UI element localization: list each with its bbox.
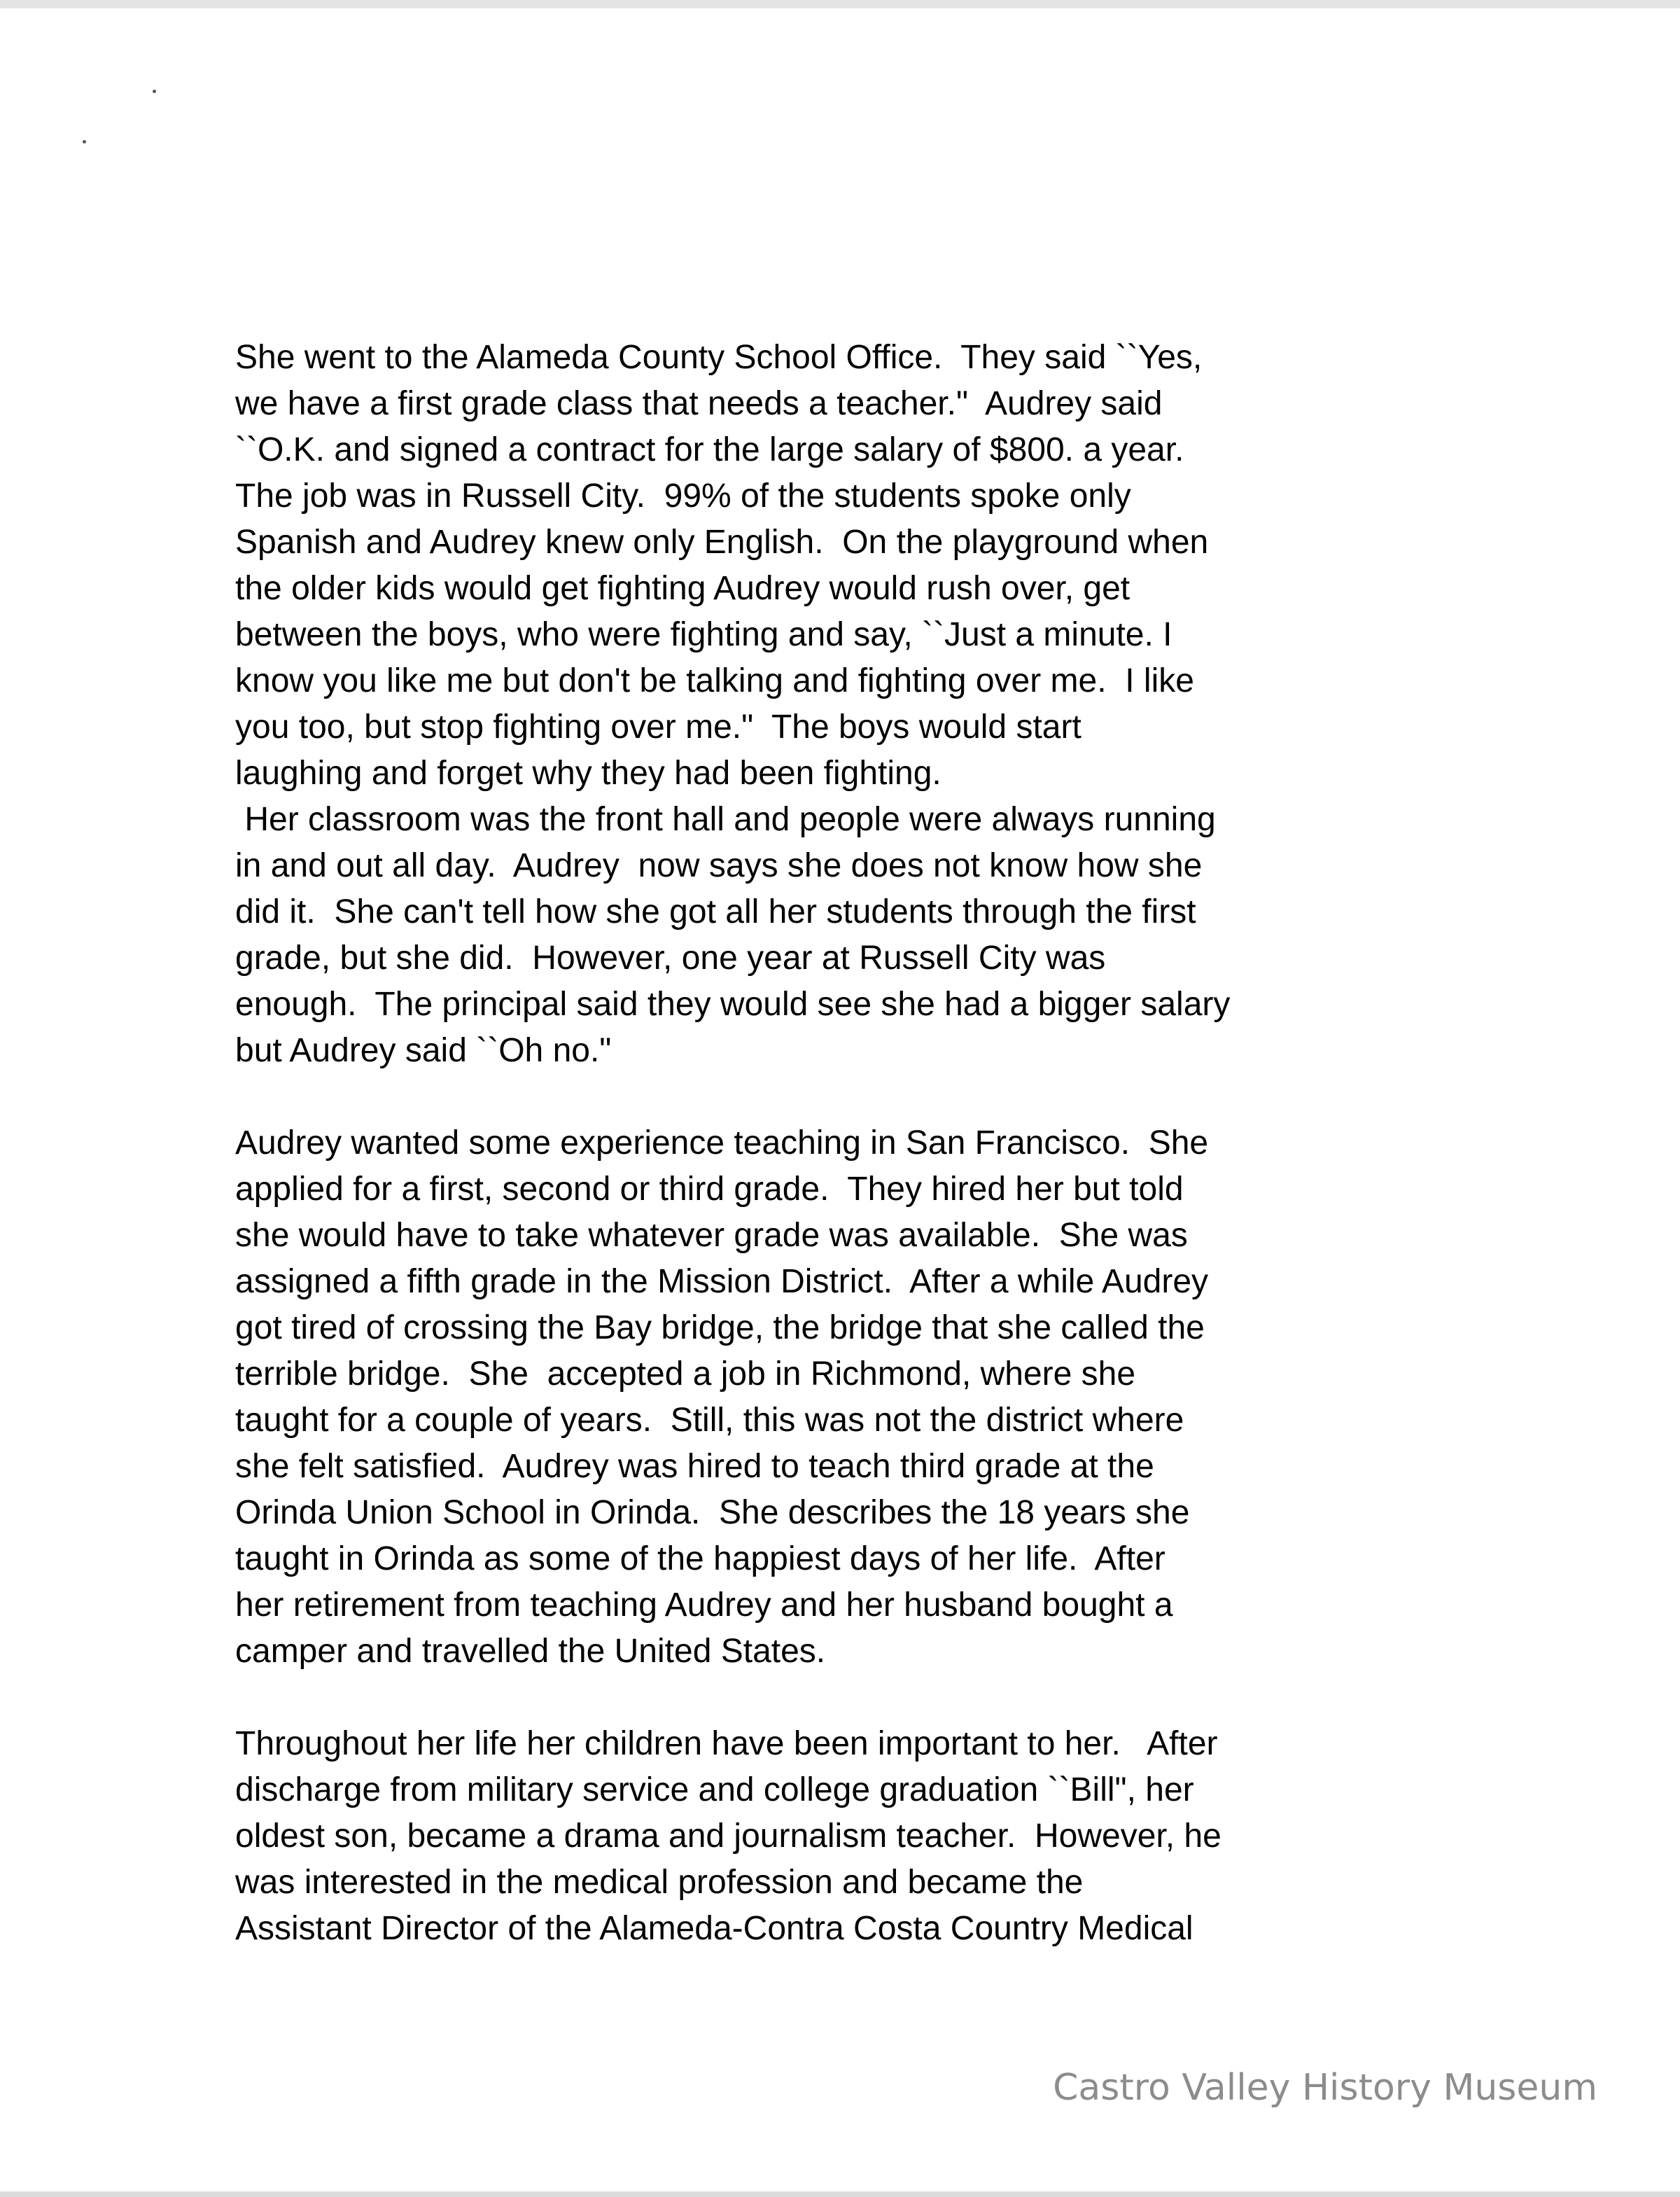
- document-body: [235, 335, 1453, 1952]
- text-line: laughing and forget why they had been fighting.: [235, 755, 941, 792]
- text-line: discharge from military service and college graduation ``Bill", her: [235, 1771, 1194, 1808]
- scan-speck: [83, 140, 86, 144]
- text-line: did it. She can't tell how she got all her students through the first: [235, 893, 1196, 930]
- text-line: Spanish and Audrey knew only English. On the playground when: [235, 524, 1209, 561]
- text-line: was interested in the medical profession and became the: [235, 1864, 1084, 1901]
- paragraph-1: [235, 335, 1453, 1074]
- text-line: camper and travelled the United States.: [235, 1633, 826, 1670]
- page-bottom-edge: [0, 2191, 1680, 2197]
- text-line: Orinda Union School in Orinda. She describes the 18 years she: [235, 1494, 1190, 1531]
- text-line: her retirement from teaching Audrey and her husband bought a: [235, 1586, 1173, 1624]
- text-line: The job was in Russell City. 99% of the students spoke only: [235, 477, 1131, 515]
- text-line: got tired of crossing the Bay bridge, the bridge that she called the: [235, 1309, 1205, 1346]
- text-line: she would have to take whatever grade was available. She was: [235, 1217, 1188, 1254]
- text-line: enough. The principal said they would see she had a bigger salary: [235, 986, 1231, 1023]
- text-line: in and out all day. Audrey now says she does not know how she: [235, 847, 1203, 884]
- museum-watermark: Castro Valley History Museum: [1053, 2067, 1597, 2109]
- paragraph-3: [235, 1721, 1453, 1952]
- text-line: taught for a couple of years. Still, this was not the district where: [235, 1402, 1184, 1439]
- text-line: ``O.K. and signed a contract for the large salary of $800. a year.: [235, 431, 1184, 468]
- text-line: taught in Orinda as some of the happiest days of her life. After: [235, 1540, 1166, 1577]
- paragraph-gap: [235, 1675, 1453, 1721]
- paragraph-gap: [235, 1074, 1453, 1120]
- text-line: we have a first grade class that needs a teacher." Audrey said: [235, 385, 1163, 422]
- text-line: applied for a first, second or third grade. They hired her but told: [235, 1171, 1184, 1208]
- text-line: know you like me but don't be talking and fighting over me. I like: [235, 662, 1194, 699]
- text-line: Assistant Director of the Alameda-Contra Costa Country Medical: [235, 1910, 1194, 1947]
- text-line: between the boys, who were fighting and say, ``Just a minute. I: [235, 616, 1172, 653]
- text-line: Her classroom was the front hall and people were always running: [235, 801, 1216, 838]
- text-line: Throughout her life her children have been important to her. After: [235, 1725, 1218, 1762]
- text-line: She went to the Alameda County School Office. They said ``Yes,: [235, 339, 1203, 376]
- text-line: she felt satisfied. Audrey was hired to teach third grade at the: [235, 1448, 1154, 1485]
- page-top-edge: [0, 0, 1680, 8]
- text-line: Audrey wanted some experience teaching in San Francisco. She: [235, 1124, 1209, 1162]
- text-line: you too, but stop fighting over me." The boys would start: [235, 709, 1082, 746]
- paragraph-2: [235, 1120, 1453, 1675]
- text-line: terrible bridge. She accepted a job in Richmond, where she: [235, 1355, 1136, 1393]
- text-line: but Audrey said ``Oh no.": [235, 1032, 612, 1069]
- text-line: oldest son, became a drama and journalism teacher. However, he: [235, 1818, 1222, 1855]
- text-line: grade, but she did. However, one year at Russell City was: [235, 940, 1106, 977]
- text-line: assigned a fifth grade in the Mission District. After a while Audrey: [235, 1263, 1209, 1300]
- text-line: the older kids would get fighting Audrey would rush over, get: [235, 570, 1130, 607]
- scan-speck: [153, 90, 156, 93]
